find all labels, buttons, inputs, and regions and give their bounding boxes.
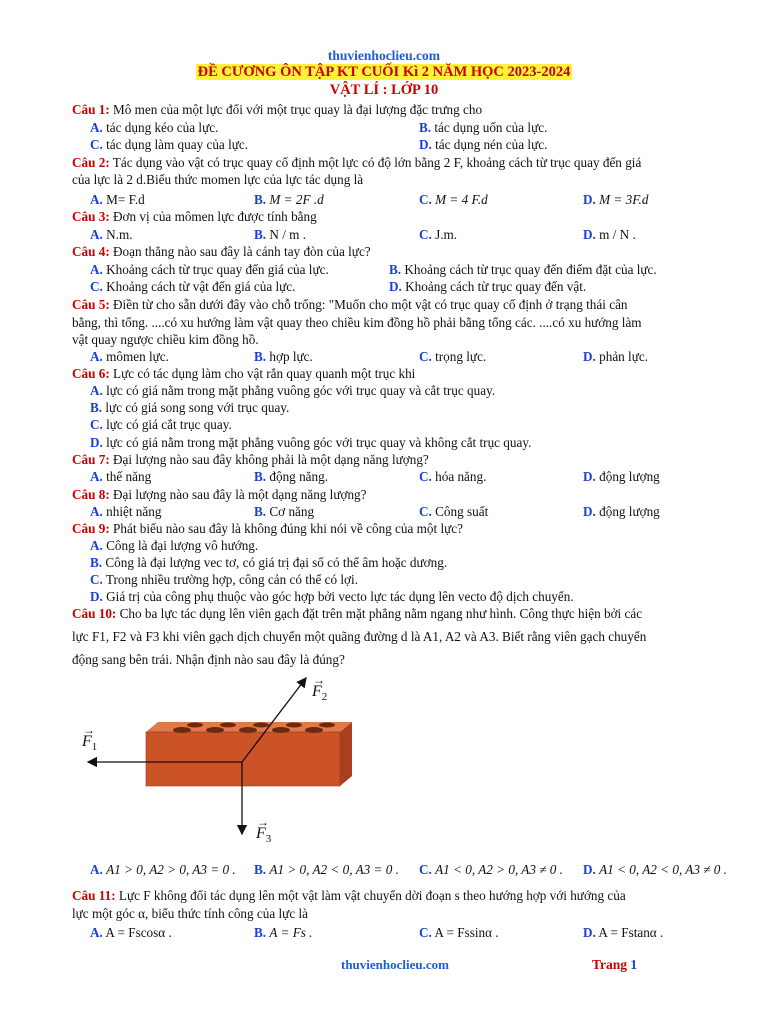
option-key: B. xyxy=(419,120,432,135)
question-label: Câu 10: xyxy=(72,606,117,621)
question-8 xyxy=(72,487,367,503)
question-text: Mô men của một lực đối với một trục quay là đại lượng đặc trưng cho xyxy=(113,102,483,117)
option-7b xyxy=(254,469,328,485)
option-3b xyxy=(254,227,306,243)
question-4 xyxy=(72,244,371,260)
option-key: B. xyxy=(254,504,267,519)
option-2a xyxy=(90,192,145,208)
vector-f2 xyxy=(312,673,325,700)
option-key: D. xyxy=(90,589,103,604)
f3-subscript: 3 xyxy=(265,833,272,846)
question-text: Đơn vị của mômen lực được tính bằng xyxy=(113,209,317,224)
option-key: D. xyxy=(583,862,596,877)
option-10d xyxy=(583,862,727,878)
force-f2-label xyxy=(312,673,328,705)
option-text: mômen lực. xyxy=(106,349,169,364)
question-text: Đại lượng nào sau đây không phải là một dạng năng lượng? xyxy=(113,452,429,467)
question-11-line2: lực một góc α, biểu thức tính công của lực là xyxy=(72,906,308,921)
question-label: Câu 5: xyxy=(72,297,110,312)
option-key: C. xyxy=(90,417,103,432)
question-text: Lực F không đổi tác dụng lên một vật làm vật chuyển dời đoạn s theo hướng hợp với hướng của xyxy=(118,888,626,903)
option-6b xyxy=(90,400,289,416)
option-key: D. xyxy=(583,192,596,207)
option-11d xyxy=(583,925,663,941)
option-text: lực có giá nằm trong mặt phẳng vuông góc với trục quay và không cắt trục quay. xyxy=(106,435,532,450)
question-5-line2: bằng, thì tổng. ....có xu hướng làm vật quay theo chiều kim đồng hồ phải bằng tổng các. ....có xu hướng làm xyxy=(72,315,642,330)
question-label: Câu 1: xyxy=(72,102,110,117)
vector-arrow-icon: → xyxy=(313,673,325,687)
option-text: A1 > 0, A2 > 0, A3 = 0 . xyxy=(106,862,236,877)
option-key: A. xyxy=(90,925,103,940)
f2-letter: F xyxy=(312,683,322,700)
option-8b xyxy=(254,504,314,520)
f1-letter: F xyxy=(82,733,92,750)
option-4d xyxy=(389,279,586,295)
option-text: tác dụng uốn của lực. xyxy=(434,120,548,135)
option-text: tác dụng kéo của lực. xyxy=(106,120,219,135)
option-8c xyxy=(419,504,488,520)
option-6d xyxy=(90,435,531,451)
f1-subscript: 1 xyxy=(91,741,98,754)
option-key: C. xyxy=(419,862,432,877)
option-key: A. xyxy=(90,227,103,242)
option-4b xyxy=(389,262,657,278)
option-key: D. xyxy=(389,279,402,294)
question-label: Câu 8: xyxy=(72,487,110,502)
option-key: D. xyxy=(583,469,596,484)
option-8a xyxy=(90,504,161,520)
question-text: Lực có tác dụng làm cho vật rắn quay quanh một trục khi xyxy=(113,366,416,381)
option-text: M= F.d xyxy=(106,192,145,207)
question-10-line2: lực F1, F2 và F3 khi viên gạch dịch chuyển một quãng đường d là A1, A2 và A3. Biết rằng viên gạch chuyển xyxy=(72,629,647,644)
option-text: động lượng xyxy=(599,504,660,519)
option-text: nhiệt năng xyxy=(106,504,162,519)
option-text: phản lực. xyxy=(599,349,649,364)
option-key: D. xyxy=(583,227,596,242)
option-key: B. xyxy=(90,400,103,415)
page-num: 1 xyxy=(630,957,638,972)
option-text: Trong nhiều trường hợp, công cản có thể có lợi. xyxy=(105,572,358,587)
f2-subscript: 2 xyxy=(321,691,328,704)
option-text: A1 < 0, A2 < 0, A3 ≠ 0 . xyxy=(599,862,727,877)
option-9c xyxy=(90,572,358,588)
option-text: trọng lực. xyxy=(435,349,487,364)
option-text: lực có giá song song với trục quay. xyxy=(105,400,290,415)
option-text: J.m. xyxy=(435,227,458,242)
option-key: A. xyxy=(90,192,103,207)
option-text: A = Fssinα . xyxy=(434,925,499,940)
option-key: C. xyxy=(419,504,432,519)
question-label: Câu 6: xyxy=(72,366,110,381)
option-7a xyxy=(90,469,151,485)
option-key: D. xyxy=(583,349,596,364)
option-11b xyxy=(254,925,312,941)
option-2b xyxy=(254,192,324,208)
question-6 xyxy=(72,366,415,382)
option-text: Giá trị của công phụ thuộc vào góc hợp bởi vecto lực tác dụng lên vecto độ dịch chuyển. xyxy=(106,589,574,604)
option-text: Khoảng cách từ trục quay đến giá của lực. xyxy=(106,262,329,277)
option-text: A1 > 0, A2 < 0, A3 = 0 . xyxy=(269,862,399,877)
option-text: Khoảng cách từ vật đến giá của lực. xyxy=(106,279,296,294)
option-2d xyxy=(583,192,648,208)
option-key: B. xyxy=(254,349,267,364)
question-label: Câu 9: xyxy=(72,521,110,536)
option-key: B. xyxy=(389,262,402,277)
option-text: M = 4 F.d xyxy=(435,192,488,207)
vector-arrow-icon: → xyxy=(83,723,95,737)
option-text: Công suất xyxy=(435,504,489,519)
option-9b xyxy=(90,555,447,571)
option-text: M = 3F.d xyxy=(599,192,649,207)
option-key: A. xyxy=(90,504,103,519)
option-key: A. xyxy=(90,120,103,135)
option-1d xyxy=(419,137,547,153)
question-3 xyxy=(72,209,317,225)
option-2c xyxy=(419,192,488,208)
option-3c xyxy=(419,227,457,243)
title-wrap xyxy=(0,64,768,80)
option-5b xyxy=(254,349,313,365)
option-key: A. xyxy=(90,262,103,277)
document-title: ĐỀ CƯƠNG ÔN TẬP KT CUỐI Kì 2 NĂM HỌC 2023-2024 xyxy=(197,64,571,80)
option-key: C. xyxy=(419,469,432,484)
option-text: hợp lực. xyxy=(269,349,313,364)
option-key: C. xyxy=(419,192,432,207)
question-text: Đại lượng nào sau đây là một dạng năng lượng? xyxy=(113,487,367,502)
option-key: C. xyxy=(419,349,432,364)
vector-arrow-icon: → xyxy=(257,815,269,829)
question-2 xyxy=(72,155,641,171)
option-text: lực có giá nằm trong mặt phẳng vuông góc với trục quay và cắt trục quay. xyxy=(106,383,496,398)
page-number xyxy=(592,957,637,973)
option-key: D. xyxy=(583,504,596,519)
option-10c xyxy=(419,862,563,878)
option-4a xyxy=(90,262,329,278)
question-label: Câu 4: xyxy=(72,244,110,259)
option-7c xyxy=(419,469,486,485)
option-text: tác dụng nén của lực. xyxy=(435,137,548,152)
option-1c xyxy=(90,137,248,153)
option-key: D. xyxy=(583,925,596,940)
footer-site-link[interactable]: thuvienhoclieu.com xyxy=(341,957,449,972)
option-6c xyxy=(90,417,232,433)
option-4c xyxy=(90,279,295,295)
option-key: C. xyxy=(90,137,103,152)
option-8d xyxy=(583,504,660,520)
force-f1-label xyxy=(82,723,98,755)
option-key: A. xyxy=(90,349,103,364)
option-11c xyxy=(419,925,499,941)
option-5a xyxy=(90,349,169,365)
option-1a xyxy=(90,120,218,136)
option-key: C. xyxy=(419,925,432,940)
option-10a xyxy=(90,862,236,878)
option-6a xyxy=(90,383,495,399)
option-5d xyxy=(583,349,648,365)
option-text: M = 2F .d xyxy=(269,192,324,207)
option-text: A1 < 0, A2 > 0, A3 ≠ 0 . xyxy=(435,862,563,877)
option-text: m / N . xyxy=(599,227,636,242)
option-text: N.m. xyxy=(106,227,133,242)
option-key: D. xyxy=(90,435,103,450)
option-text: Khoảng cách từ trục quay đến vật. xyxy=(405,279,587,294)
option-3a xyxy=(90,227,133,243)
question-5 xyxy=(72,297,628,313)
option-5c xyxy=(419,349,486,365)
question-1 xyxy=(72,102,482,118)
question-label: Câu 2: xyxy=(72,155,110,170)
site-header[interactable]: thuvienhoclieu.com xyxy=(327,48,441,63)
question-text: Điền từ cho sẵn dưới đây vào chỗ trống: "Muốn cho một vật có trục quay cố định ở trạng thái cân xyxy=(113,297,628,312)
question-10-line3: động sang bên trái. Nhận định nào sau đây là đúng? xyxy=(72,652,345,667)
question-label: Câu 11: xyxy=(72,888,116,903)
option-text: tác dụng làm quay của lực. xyxy=(106,137,249,152)
option-7d xyxy=(583,469,660,485)
option-text: lực có giá cắt trục quay. xyxy=(106,417,232,432)
option-text: Khoảng cách từ trục quay đến điểm đặt của lực. xyxy=(404,262,657,277)
option-text: hóa năng. xyxy=(435,469,487,484)
option-9d xyxy=(90,589,574,605)
option-text: A = Fscosα . xyxy=(105,925,172,940)
option-key: A. xyxy=(90,469,103,484)
question-10 xyxy=(72,606,642,622)
question-5-line3: vật quay ngược chiều kim đồng hồ. xyxy=(72,332,259,347)
option-key: C. xyxy=(90,279,103,294)
question-text: Cho ba lực tác dụng lên viên gạch đặt trên mặt phẳng nằm ngang như hình. Công thực hiện bởi các xyxy=(119,606,643,621)
option-11a xyxy=(90,925,172,941)
page-label: Trang xyxy=(592,957,628,972)
question-label: Câu 7: xyxy=(72,452,110,467)
option-key: B. xyxy=(254,227,267,242)
option-key: D. xyxy=(419,137,432,152)
question-9 xyxy=(72,521,463,537)
question-7 xyxy=(72,452,429,468)
option-key: B. xyxy=(254,862,267,877)
option-key: B. xyxy=(90,555,103,570)
f3-letter: F xyxy=(256,825,266,842)
option-key: A. xyxy=(90,538,103,553)
option-key: A. xyxy=(90,862,103,877)
option-text: A = Fs . xyxy=(269,925,313,940)
option-text: Cơ năng xyxy=(269,504,315,519)
question-text: Đoạn thẳng nào sau đây là cánh tay đòn của lực? xyxy=(113,244,371,259)
option-key: B. xyxy=(254,469,267,484)
option-text: Công là đại lượng vec tơ, có giá trị đại số có thể âm hoặc dương. xyxy=(105,555,448,570)
option-key: B. xyxy=(254,192,267,207)
option-text: N / m . xyxy=(269,227,307,242)
brick-image xyxy=(146,722,352,786)
option-key: A. xyxy=(90,383,103,398)
option-key: B. xyxy=(254,925,267,940)
option-text: Công là đại lượng vô hướng. xyxy=(106,538,259,553)
vector-f1 xyxy=(82,723,95,750)
option-text: A = Fstanα . xyxy=(598,925,664,940)
option-10b xyxy=(254,862,399,878)
option-3d xyxy=(583,227,636,243)
question-label: Câu 3: xyxy=(72,209,110,224)
option-1b xyxy=(419,120,547,136)
option-9a xyxy=(90,538,258,554)
option-text: động lượng xyxy=(599,469,660,484)
question-text: Tác dụng vào vật có trục quay cố định một lực có độ lớn bằng 2 F, khoảng cách từ trục quay đến giá xyxy=(112,155,642,170)
option-key: C. xyxy=(419,227,432,242)
question-2-line2: của lực là 2 d.Biểu thức momen lực của lực tác dụng là xyxy=(72,172,364,187)
option-text: động năng. xyxy=(269,469,328,484)
vector-f3 xyxy=(256,815,269,842)
question-11 xyxy=(72,888,626,904)
option-text: thế năng xyxy=(106,469,152,484)
option-key: C. xyxy=(90,572,103,587)
force-f3-label xyxy=(256,815,272,847)
document-subtitle: VẬT LÍ : LỚP 10 xyxy=(329,82,439,98)
question-text: Phát biểu nào sau đây là không đúng khi nói về công của một lực? xyxy=(113,521,463,536)
